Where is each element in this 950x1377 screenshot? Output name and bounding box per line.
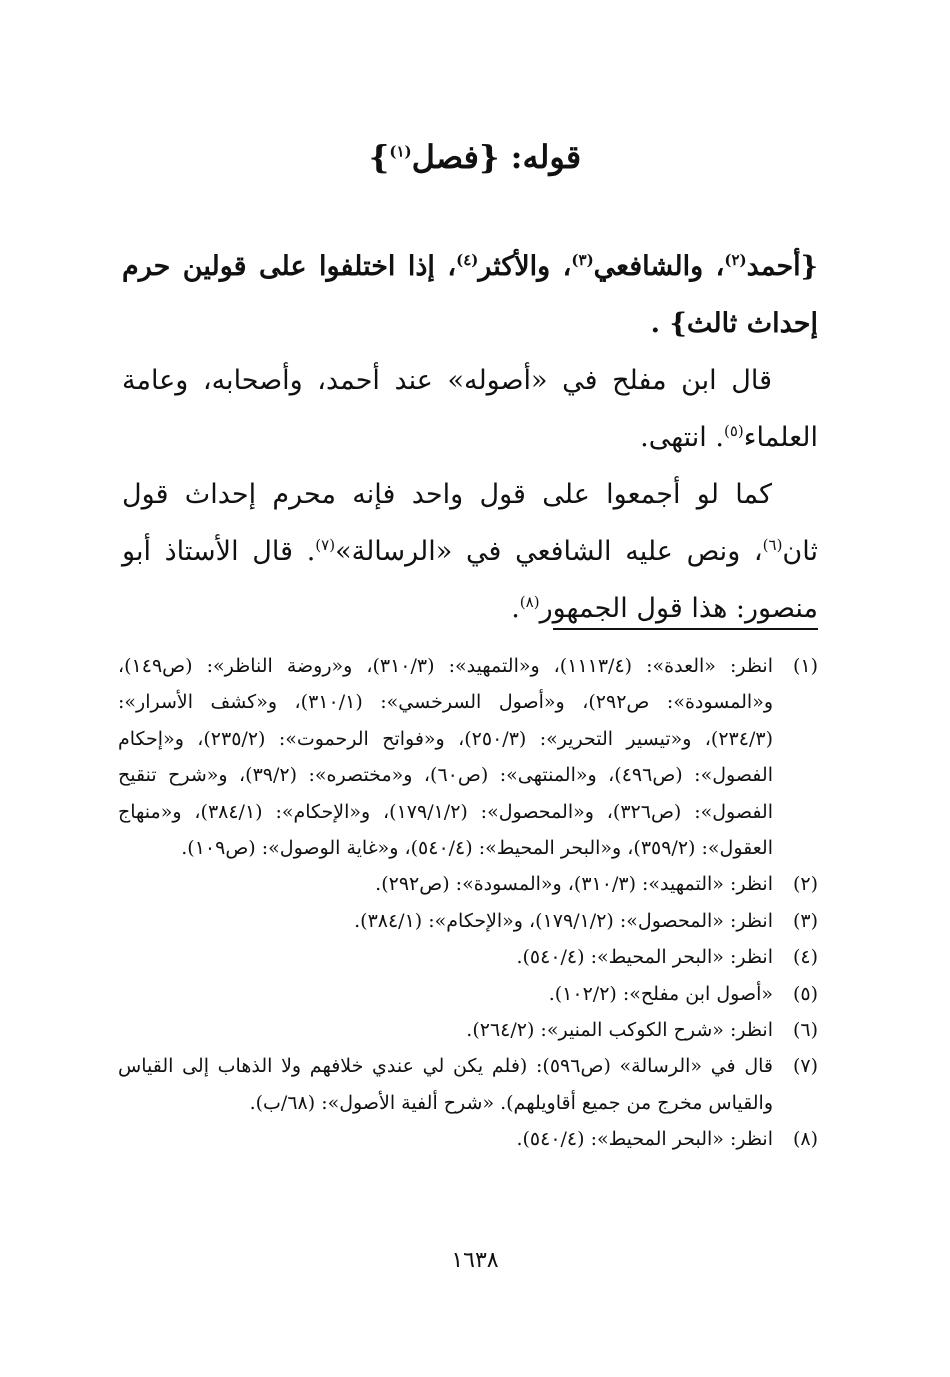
heading-text: قوله: {فصل xyxy=(411,138,582,176)
footnote-separator xyxy=(553,628,818,630)
footnote-item xyxy=(118,866,818,902)
heading-close-brace: } xyxy=(368,138,390,176)
footnote-ref[interactable]: (٨) xyxy=(519,593,540,611)
footnote-number: (٤) xyxy=(792,946,818,969)
commentary-paragraph xyxy=(122,466,818,637)
footnote-item xyxy=(118,976,818,1012)
footnote-number: (٧) xyxy=(792,1055,818,1078)
footnote-number: (١) xyxy=(792,655,818,677)
footnotes xyxy=(118,648,818,1158)
footnote-text: انظر: «العدة»: (١١١٣/٤)، و«التمهيد»: (٣١٠/٣)، و«روضة الناظر»: (ص١٤٩)، و«المسودة»: ص٢٩٢)، و«أصول السرخسي»: (٣١٠/١)، و«كشف الأسرار»: (٢٣٤/٣)، و«تيسير التحرير»: (٢٥٠/٣)، و«فواتح الرحموت»: (٢٣٥/٢)، و«إحكام الفصول»: (ص٤٩٦)، و«المنتهى»: (ص٦٠)، و«مختصره»: (٣٩/٢)، و«شرح تنقيح الفصول»: (ص٣٢٦)، و«المحصول»: (١٧٩/١/٢)، و«الإحكام»: (٣٨٤/١)، و«منهاج العقول»: (٣٥٩/٢)، و«البحر المحيط»: (٥٤٠/٤)، و«غاية الوصول»: (ص١٠٩). xyxy=(118,655,773,860)
footnote-item xyxy=(118,903,818,939)
section-heading xyxy=(0,138,950,176)
matn-paragraph xyxy=(122,238,818,352)
footnote-text: انظر: «شرح الكوكب المنير»: (٢٦٤/٢). xyxy=(466,1019,773,1042)
footnote-item xyxy=(118,648,818,866)
page-number: ١٦٣٨ xyxy=(451,1248,499,1273)
heading-footnote-ref[interactable]: (١) xyxy=(389,142,412,161)
footnote-item xyxy=(118,1048,818,1121)
text-segment: . قال الأستاذ أبو منصور: هذا قول الجمهور xyxy=(122,536,818,624)
footnote-number: (٨) xyxy=(792,1128,818,1151)
footnote-ref[interactable]: (٦) xyxy=(762,536,783,554)
footnote-text: «أصول ابن مفلح»: (١٠٢/٢). xyxy=(548,982,773,1005)
text-segment: كما لو أجمعوا على قول واحد فإنه محرم إحداث قول ثان xyxy=(122,479,818,567)
text-segment: ، ونص عليه الشافعي في «الرسالة» xyxy=(335,536,763,567)
footnote-ref[interactable]: (٣) xyxy=(571,251,594,269)
footnote-text: انظر: «التمهيد»: (٣١٠/٣)، و«المسودة»: (ص٢٩٢). xyxy=(375,873,773,896)
footnote-ref[interactable]: (٤) xyxy=(456,251,479,269)
footnote-number: (٥) xyxy=(792,982,818,1005)
footnote-number: (٢) xyxy=(792,873,818,896)
text-segment: ، إذا اختلفوا على قولين حرم إحداث ثالث} . xyxy=(122,251,818,339)
footnote-number: (٦) xyxy=(792,1019,818,1042)
text-segment: {أحمد xyxy=(746,251,818,282)
text-segment: . xyxy=(511,593,520,624)
footnote-number: (٣) xyxy=(792,909,818,932)
footnote-item xyxy=(118,1121,818,1157)
text-segment: قال ابن مفلح في «أصوله» عند أحمد، وأصحابه، وعامة العلماء xyxy=(122,365,818,453)
footnote-text: قال في «الرسالة» (ص٥٩٦): (فلم يكن لي عندي خلافهم ولا الذهاب إلى القياس والقياس مخرج من جميع أقاويلهم). «شرح ألفية الأصول»: (٦٨/ب). xyxy=(118,1055,773,1114)
footnote-ref[interactable]: (٢) xyxy=(724,251,747,269)
footnote-item xyxy=(118,1012,818,1048)
footnote-ref[interactable]: (٧) xyxy=(315,536,336,554)
commentary-paragraph xyxy=(122,352,818,466)
footnote-text: انظر: «المحصول»: (١٧٩/١/٢)، و«الإحكام»: (٣٨٤/١). xyxy=(354,909,773,932)
footnote-text: انظر: «البحر المحيط»: (٥٤٠/٤). xyxy=(516,946,773,969)
footnote-item xyxy=(118,939,818,975)
footnote-text: انظر: «البحر المحيط»: (٥٤٠/٤). xyxy=(516,1128,773,1151)
text-segment: ، والأكثر xyxy=(478,251,572,282)
footnote-ref[interactable]: (٥) xyxy=(723,422,744,440)
text-segment: ، والشافعي xyxy=(593,251,725,282)
main-text xyxy=(122,238,818,637)
text-segment: . انتهى. xyxy=(640,422,724,453)
